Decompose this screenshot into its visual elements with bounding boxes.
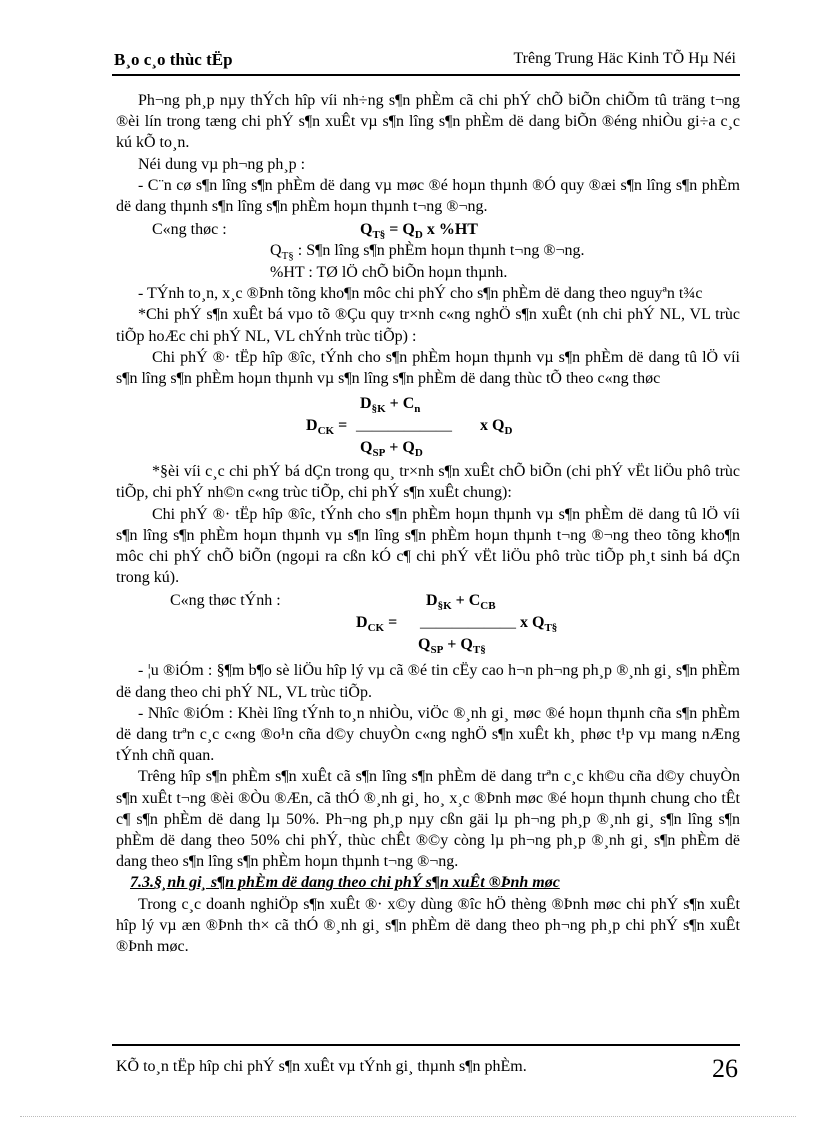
page-footer bbox=[112, 1044, 740, 1086]
formula-1: $Q_{T\S} = Q_D$ x %HT bbox=[360, 221, 478, 242]
page-header bbox=[112, 46, 740, 76]
paragraph: Trong c¸c doanh nghiÖp s¶n xuÊt ®· x©y dùng ®îc hÖ thèng ®Þnh møc chi phÝ s¶n xuÊt hîp lý vµ æn ®Þnh th× cã thÓ ®¸nh gi¸ s¶n phÈm dë dang theo ph¬ng ph¸p chi phÝ s¶n xuÊt ®Þnh møc. bbox=[116, 895, 740, 956]
formula-numerator: $D_{\S K} + C_{CB}$ bbox=[426, 592, 496, 613]
formula-numerator: $D_{\S K} + C_n$ bbox=[360, 395, 421, 416]
paragraph: - Nhîc ®iÓm : Khèi lîng tÝnh to¸n nhiÒu, viÖc ®¸nh gi¸ møc ®é hoµn thµnh cña s¶n phÈm dë dang trªn c¸c c«ng ®o¹n cña d©y chuyÒn c«ng nghÖ s¶n xuÊt kh¸ phøc t¹p vµ mang nÆng tÝnh chñ quan. bbox=[116, 704, 740, 765]
formula-3-block bbox=[116, 588, 740, 660]
header-school-name: Trêng Trung Häc Kinh TÕ Hµ Néi bbox=[513, 50, 736, 67]
section-heading: 7.3.§¸nh gi¸ s¶n phÈm dë dang theo chi phÝ s¶n xuÊt ®Þnh møc bbox=[130, 874, 560, 892]
paragraph: Ph¬ng ph¸p nµy thÝch hîp víi nh÷ng s¶n phÈm cã chi phÝ chÕ biÕn chiÕm tû träng t¬ng ®èi lín trong tæng chi phÝ s¶n xuÊt vµ s¶n lîng s¶n phÈm dë dang biÕn ®éng nhiÒu gi÷a c¸c kú kÕ to¸n. bbox=[116, 92, 740, 152]
formula-definition: %HT : TØ lÖ chÕ biÕn hoµn thµnh. bbox=[270, 264, 508, 282]
formula-1-block bbox=[116, 217, 740, 283]
page-edge-divider bbox=[20, 1116, 796, 1117]
fraction-bar: —————— bbox=[420, 619, 516, 637]
paragraph: Chi phÝ ®· tËp hîp ®îc, tÝnh cho s¶n phÈm hoµn thµnh vµ s¶n phÈm dë dang tû lÖ víi s¶n lîng s¶n phÈm hoµn thµnh vµ s¶n lîng s¶n phÈm hoµn thµnh t¬ng ®¬ng theo tõng kho¶n môc chi phÝ chÕ biÕn (ngoµi ra cßn kÓ c¶ chi phÝ vËt liÖu phô trùc tiÕp ph¸t sinh bá dÇn trong kú). bbox=[116, 505, 740, 587]
formula-lhs: $D_{CK}$ = bbox=[306, 417, 348, 438]
paragraph: Néi dung vµ ph¬ng ph¸p : bbox=[138, 155, 306, 173]
paragraph: *Chi phÝ s¶n xuÊt bá vµo tõ ®Çu quy tr×nh c«ng nghÖ s¶n xuÊt (nh chi phÝ NL, VL trùc tiÕp hoÆc chi phÝ NL, VL chÝnh trùc tiÕp) : bbox=[116, 306, 740, 345]
paragraph: Chi phÝ ®· tËp hîp ®îc, tÝnh cho s¶n phÈm hoµn thµnh vµ s¶n phÈm dë dang tû lÖ víi s¶n lîng s¶n phÈm hoµn thµnh vµ s¶n lîng s¶n phÈm dë dang thùc tÕ theo c«ng thøc bbox=[116, 348, 740, 388]
formula-2 bbox=[116, 389, 740, 461]
formula-definition: $Q_{T\S}$ : S¶n lîng s¶n phÈm hoµn thµnh t¬ng ®¬ng. bbox=[270, 242, 585, 263]
footer-title: KÕ to¸n tËp hîp chi phÝ s¶n xuÊt vµ tÝnh gi¸ thµnh s¶n phÈm. bbox=[116, 1058, 527, 1075]
paragraph: *§èi víi c¸c chi phÝ bá dÇn trong qu¸ tr×nh s¶n xuÊt chÕ biÕn (chi phÝ vËt liÖu phô trùc tiÕp, chi phÝ nh©n c«ng trùc tiÕp, chi phÝ s¶n xuÊt chung): bbox=[116, 463, 740, 502]
formula-label: C«ng thøc tÝnh : bbox=[170, 592, 281, 610]
paragraph: Trêng hîp s¶n phÈm s¶n xuÊt cã s¶n lîng s¶n phÈm dë dang trªn c¸c kh©u cña d©y chuyÒn s¶n xuÊt t¬ng ®èi ®Òu ®Æn, cã thÓ ®¸nh gi¸ ho¸ x¸c ®Þnh møc ®é hoµn thµnh chung cho tÊt c¶ s¶n phÈm dë dang lµ 50%. Ph¬ng ph¸p nµy cßn gäi lµ ph¬ng ph¸p ®¸nh gi¸ s¶n lîng s¶n phÈm dë dang theo 50% chi phÝ, thùc chÊt ®©y còng lµ ph¬ng ph¸p ®¸nh gi¸ s¶n phÈm dë dang theo s¶n lîng s¶n phÈm hoµn thµnh t¬ng ®¬ng. bbox=[116, 768, 740, 871]
page-number: 26 bbox=[712, 1054, 738, 1083]
formula-denominator: $Q_{SP} + Q_D$ bbox=[360, 439, 423, 460]
formula-multiplier: x $Q_{T\S}$ bbox=[520, 614, 558, 635]
formula-denominator: $Q_{SP} + Q_{T\S}$ bbox=[418, 636, 486, 657]
formula-lhs: $D_{CK}$ = bbox=[356, 614, 398, 635]
formula-label: C«ng thøc : bbox=[152, 221, 227, 239]
paragraph: - ¦u ®iÓm : §¶m b¶o sè liÖu hîp lý vµ cã ®é tin cËy cao h¬n ph¬ng ph¸p ®¸nh gi¸ s¶n phÈm dë dang theo chi phÝ NL, VL trùc tiÕp. bbox=[116, 662, 740, 701]
formula-multiplier: x $Q_D$ bbox=[480, 417, 513, 438]
header-report-title: B¸o c¸o thùc tËp bbox=[114, 50, 233, 69]
document-body bbox=[116, 90, 740, 957]
fraction-bar: —————— bbox=[356, 422, 452, 440]
paragraph: - TÝnh to¸n, x¸c ®Þnh tõng kho¶n môc chi phÝ cho s¶n phÈm dë dang theo nguyªn t¾c bbox=[138, 285, 703, 303]
paragraph: - C¨n cø s¶n lîng s¶n phÈm dë dang vµ møc ®é hoµn thµnh ®Ó quy ®æi s¶n lîng s¶n phÈm dë dang thµnh s¶n lîng s¶n phÈm hoµn thµnh t¬ng ®¬ng. bbox=[116, 176, 740, 216]
